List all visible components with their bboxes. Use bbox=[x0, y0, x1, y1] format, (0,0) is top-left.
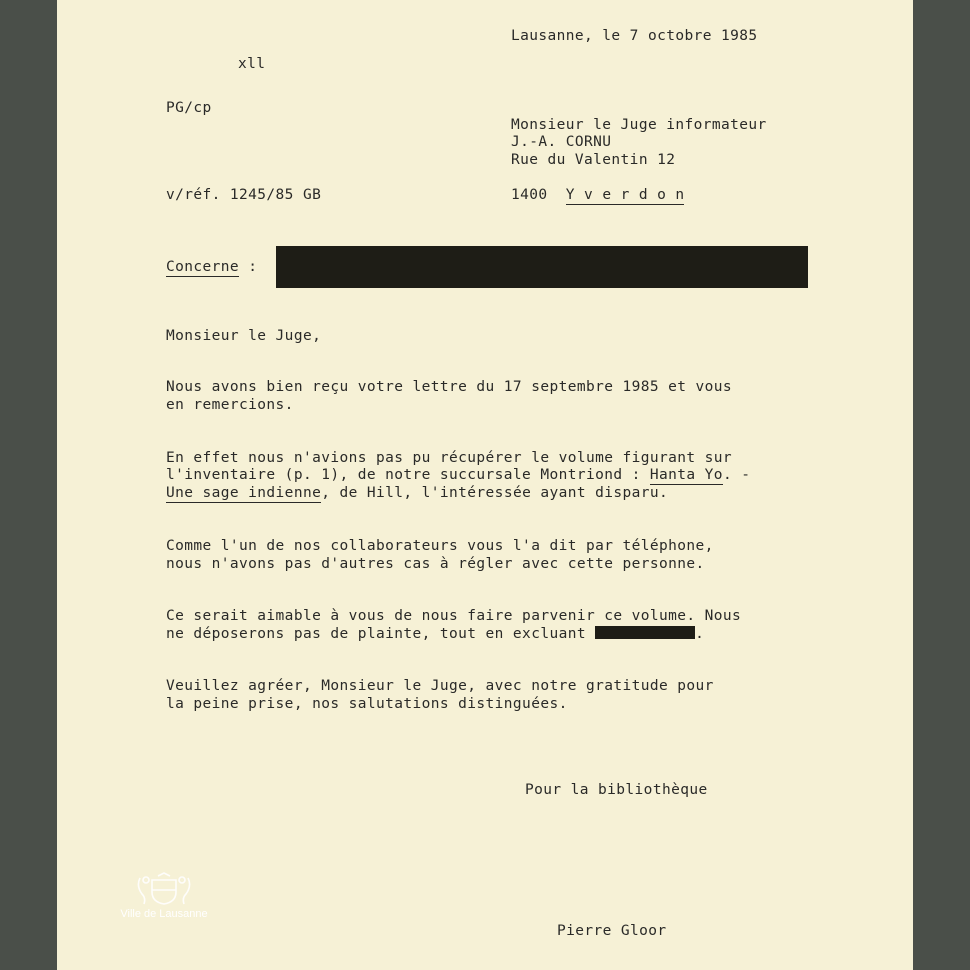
closing: Pour la bibliothèque bbox=[525, 782, 708, 798]
text-line bbox=[166, 466, 750, 484]
recipient-name: J.-A. CORNU bbox=[511, 134, 612, 150]
text-line: En effet nous n'avions pas pu récupérer le volume figurant sur bbox=[166, 450, 733, 466]
reference: v/réf. 1245/85 GB bbox=[166, 187, 322, 203]
recipient-city-line bbox=[511, 186, 684, 204]
city-logo-watermark bbox=[109, 872, 219, 920]
text-line: nous n'avons pas d'autres cas à régler avec cette personne. bbox=[166, 556, 705, 572]
text-line: Veuillez agréer, Monsieur le Juge, avec notre gratitude pour bbox=[166, 678, 714, 694]
text-line: Nous avons bien reçu votre lettre du 17 septembre 1985 et vous bbox=[166, 379, 733, 395]
initials: PG/cp bbox=[166, 100, 212, 116]
recipient-city: Y v e r d o n bbox=[565, 187, 685, 203]
text-line: en remercions. bbox=[166, 397, 294, 413]
text-segment: , de Hill, l'intéressée ayant disparu. bbox=[321, 485, 669, 501]
recipient-line: Monsieur le Juge informateur bbox=[511, 117, 767, 133]
recipient-street: Rue du Valentin 12 bbox=[511, 152, 676, 168]
text-line bbox=[166, 625, 704, 643]
subject-separator: : bbox=[248, 259, 258, 275]
date-line: Lausanne, le 7 octobre 1985 bbox=[511, 28, 758, 44]
subject-label: Concerne bbox=[166, 259, 240, 275]
text-line: Comme l'un de nos collaborateurs vous l'a dit par téléphone, bbox=[166, 538, 714, 554]
subject-line bbox=[166, 258, 257, 276]
redaction-block bbox=[276, 246, 808, 288]
coat-of-arms-icon bbox=[132, 872, 196, 906]
letter-page bbox=[57, 0, 913, 970]
text-line: la peine prise, nos salutations distinguées. bbox=[166, 696, 568, 712]
recipient-postcode: 1400 bbox=[511, 187, 548, 203]
text-segment: . bbox=[695, 626, 705, 642]
redaction-inline bbox=[595, 626, 695, 639]
copies-note: xll bbox=[238, 56, 266, 72]
text-segment: ne déposerons pas de plainte, tout en excluant bbox=[166, 626, 596, 642]
text-segment: . - bbox=[722, 467, 751, 483]
salutation: Monsieur le Juge, bbox=[166, 328, 322, 344]
signatory: Pierre Gloor bbox=[557, 923, 667, 939]
book-title: Hanta Yo bbox=[649, 467, 723, 483]
text-segment: l'inventaire (p. 1), de notre succursale Montriond : bbox=[166, 467, 650, 483]
text-line bbox=[166, 484, 668, 502]
watermark-text: Ville de Lausanne bbox=[120, 908, 208, 920]
book-title: Une sage indienne bbox=[166, 485, 322, 501]
text-line: Ce serait aimable à vous de nous faire parvenir ce volume. Nous bbox=[166, 608, 742, 624]
